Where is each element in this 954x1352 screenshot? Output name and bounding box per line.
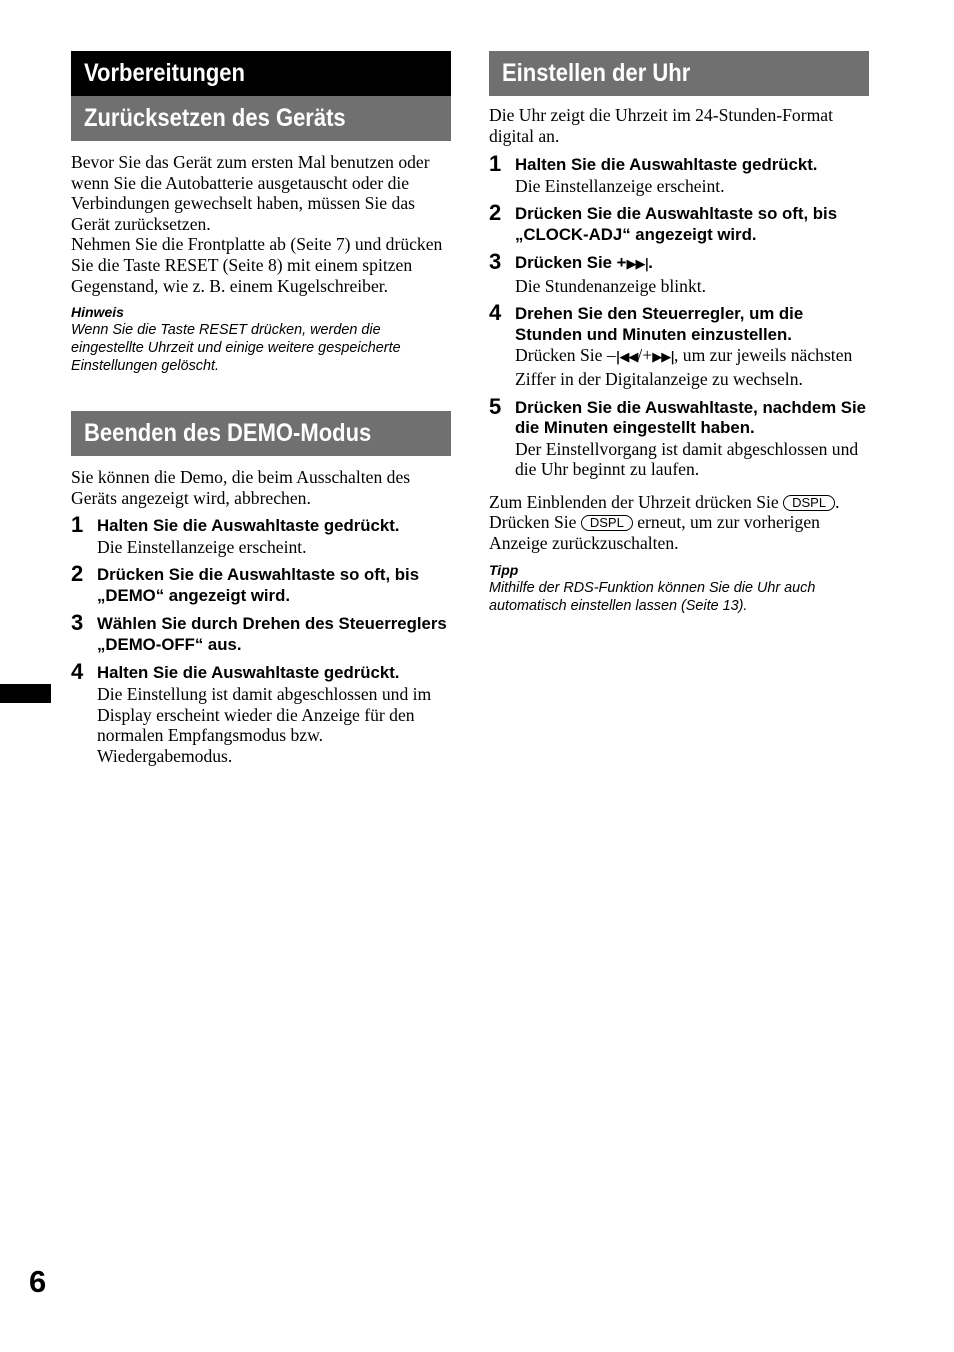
- step-desc: Drücken Sie –|◀◀/+▶▶|, um zur jeweils nächsten Ziffer in der Digitalanzeige zu wechseln.: [515, 345, 853, 389]
- right-column: [489, 51, 869, 615]
- page-number: 6: [29, 1264, 47, 1299]
- step-number: 2: [71, 561, 84, 587]
- step-title: Drücken Sie +▶▶|.: [515, 253, 653, 273]
- reset-body: Bevor Sie das Gerät zum ersten Mal benutzen oder wenn Sie die Autobatterie ausgetauscht oder die Verbindungen gewechselt haben, müssen Sie das Gerät zurücksetzen.: [71, 152, 430, 234]
- demo-step-1: [71, 512, 451, 557]
- step-number: 3: [71, 610, 84, 636]
- step-number: 4: [71, 659, 84, 685]
- clock-step-5: [489, 393, 869, 480]
- step-title: Halten Sie die Auswahltaste gedrückt.: [97, 516, 400, 536]
- step-number: 1: [489, 151, 502, 177]
- seek-forward-icon: ▶▶|: [626, 257, 649, 273]
- tip-title: Tipp: [489, 561, 519, 578]
- left-column: [71, 51, 451, 766]
- step-desc: Die Stundenanzeige blinkt.: [515, 275, 707, 296]
- step-title: Halten Sie die Auswahltaste gedrückt.: [515, 155, 818, 175]
- section-header-reset: Zurücksetzen des Geräts: [71, 96, 451, 141]
- reset-body-2: Nehmen Sie die Frontplatte ab (Seite 7) und drücken Sie die Taste RESET (Seite 8) mit einem spitzen Gegenstand, wie z. B. einem Kugelschreiber.: [71, 234, 443, 296]
- dspl-button-label: DSPL: [783, 495, 835, 511]
- step-title: Drücken Sie die Auswahltaste, nachdem Sie die Minuten eingestellt haben.: [515, 397, 866, 438]
- step-number: 3: [489, 249, 502, 275]
- step-desc: Die Einstellanzeige erscheint.: [515, 175, 725, 196]
- demo-intro: Sie können die Demo, die beim Ausschalten des Geräts angezeigt wird, abbrechen.: [71, 467, 411, 508]
- clock-outro: Zum Einblenden der Uhrzeit drücken Sie DSPL . Drücken Sie DSPL erneut, um zur vorherigen Anzeige zurückzuschalten.: [489, 491, 840, 553]
- clock-step-2: [489, 200, 869, 245]
- clock-step-3: [489, 249, 869, 296]
- seek-forward-icon: ▶▶|: [652, 350, 674, 366]
- seek-back-icon: |◀◀: [615, 350, 638, 366]
- step-number: 1: [71, 512, 84, 538]
- demo-step-3: [71, 610, 451, 655]
- tip-text: Mithilfe der RDS-Funktion können Sie die Uhr auch automatisch einstellen lassen (Seite 13).: [489, 579, 816, 614]
- step-desc: Der Einstellvorgang ist damit abgeschlossen und die Uhr beginnt zu laufen.: [515, 438, 859, 480]
- clock-intro: Die Uhr zeigt die Uhrzeit im 24-Stunden-Format digital an.: [489, 105, 833, 146]
- step-title: Drücken Sie die Auswahltaste so oft, bis „DEMO“ angezeigt wird.: [97, 565, 420, 605]
- step-number: 5: [489, 393, 502, 419]
- step-title: Drücken Sie die Auswahltaste so oft, bis „CLOCK-ADJ“ angezeigt wird.: [515, 204, 838, 244]
- step-title: Drehen Sie den Steuerregler, um die Stunden und Minuten einzustellen.: [515, 304, 804, 344]
- page-tab-marker: [0, 684, 51, 703]
- demo-step-4: [71, 659, 451, 766]
- note-title: Hinweis: [71, 304, 124, 321]
- step-title: Wählen Sie durch Drehen des Steuerreglers „DEMO-OFF“ aus.: [97, 614, 447, 654]
- step-desc: Die Einstellanzeige erscheint.: [97, 536, 307, 557]
- section-header-clock: Einstellen der Uhr: [489, 51, 869, 96]
- step-number: 2: [489, 200, 502, 226]
- note-text: Wenn Sie die Taste RESET drücken, werden die eingestellte Uhrzeit und einige weitere gespeicherte Einstellungen gelöscht.: [71, 322, 401, 375]
- step-number: 4: [489, 300, 502, 326]
- clock-step-1: [489, 151, 869, 196]
- chapter-header: Vorbereitungen: [71, 51, 451, 96]
- step-title: Halten Sie die Auswahltaste gedrückt.: [97, 663, 400, 683]
- dspl-button-label: DSPL: [581, 515, 633, 531]
- step-desc: Die Einstellung ist damit abgeschlossen und im Display erscheint wieder die Anzeige für den normalen Empfangsmodus bzw. Wiedergabemodus.: [97, 683, 432, 766]
- clock-step-4: [489, 300, 869, 389]
- section-header-demo: Beenden des DEMO-Modus: [71, 411, 451, 456]
- demo-step-2: [71, 561, 451, 606]
